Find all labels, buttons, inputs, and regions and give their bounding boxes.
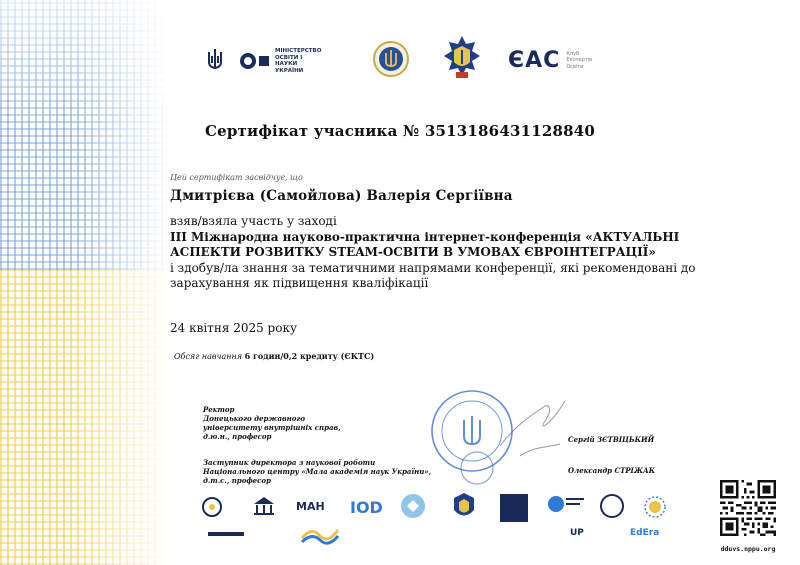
deputy-title-line: Національного центру «Мала академія наук України», bbox=[203, 467, 432, 476]
eas-subtext: Клуб Експертів Освіти bbox=[566, 50, 593, 70]
partner-logo-icon bbox=[200, 496, 224, 518]
decorative-flag-pattern bbox=[0, 0, 170, 565]
partner-logo-ring bbox=[600, 494, 624, 518]
partner-square-logo bbox=[500, 494, 528, 522]
handwritten-signature bbox=[490, 386, 590, 476]
yellow-pattern bbox=[0, 270, 170, 565]
deputy-signature-block bbox=[203, 458, 431, 485]
ministry-logo bbox=[240, 48, 322, 74]
partner-logo-iod: IOD bbox=[350, 498, 383, 517]
participation-line: взяв/взяла участь у заході bbox=[170, 214, 337, 228]
volume-label: Обсяг навчання bbox=[174, 352, 243, 361]
certificate-title: Сертифікат учасника № 3513186431128840 bbox=[204, 122, 596, 140]
partner-bottom-logo-icon bbox=[208, 526, 244, 544]
partner-logos bbox=[200, 492, 700, 552]
partner-sun-icon bbox=[640, 496, 670, 518]
partner-logo-edera: EdEra bbox=[630, 528, 660, 538]
knowledge-line: і здобув/ла знання за тематичними напрямами конференції, які рекомендовані до зарахування як підвищення кваліфікації bbox=[170, 260, 696, 290]
certificate-body bbox=[170, 214, 730, 292]
participant-name: Дмитрієва (Самойлова) Валерія Сергіївна bbox=[170, 188, 513, 204]
rector-title-line: Донецького державного bbox=[203, 414, 306, 423]
rector-title-line: університету внутрішніх справ, bbox=[203, 423, 341, 432]
partner-wave-logo-icon bbox=[300, 522, 340, 546]
volume-value: 6 годин/0,2 кредиту (ЄКТС) bbox=[244, 351, 375, 361]
rector-title-line: Ректор bbox=[203, 405, 235, 414]
qr-code[interactable] bbox=[720, 480, 776, 536]
rector-signature-block bbox=[203, 405, 341, 441]
university-emblem-icon bbox=[442, 34, 482, 82]
partner-circle-logo-icon bbox=[546, 492, 586, 516]
deputy-title-line: д.т.с., професор bbox=[203, 476, 271, 485]
rector-title-line: д.ю.н., професор bbox=[203, 432, 272, 441]
event-date: 24 квітня 2025 року bbox=[170, 321, 298, 335]
partner-logo-mah: MAH bbox=[296, 500, 325, 513]
police-emblem-icon bbox=[372, 38, 410, 80]
ministry-text: МІНІСТЕРСТВО ОСВІТИ І НАУКИ УКРАЇНИ bbox=[275, 48, 322, 74]
qr-url[interactable]: dduvs.nppu.org bbox=[720, 545, 776, 553]
rector-name: Сергій ЗЄТВІЦЬКИЙ bbox=[568, 435, 655, 444]
header-logos bbox=[200, 38, 620, 88]
deputy-title-line: Заступник директора з наукової роботи bbox=[203, 458, 376, 467]
unesco-icon bbox=[250, 494, 278, 518]
event-name: ІІІ Міжнародна науково-практична інтернет-конференція «АКТУАЛЬНІ АСПЕКТИ РОЗВИТКУ STEAM-ОСВІТИ В УМОВАХ ЄВРОІНТЕГРАЦІЇ» bbox=[170, 229, 680, 259]
deputy-name: Олександр СТРІЖАК bbox=[568, 466, 656, 475]
eas-logo bbox=[508, 48, 606, 73]
volume-line bbox=[174, 351, 374, 361]
eas-logo-text: ЄАС bbox=[508, 48, 561, 73]
university-badge-icon bbox=[452, 492, 476, 522]
trident-icon bbox=[206, 48, 224, 72]
certify-line: Цей сертифікат засвідчує, що bbox=[170, 173, 303, 182]
partner-logo-up: UP bbox=[570, 528, 584, 538]
partner-badge-icon bbox=[400, 492, 426, 520]
